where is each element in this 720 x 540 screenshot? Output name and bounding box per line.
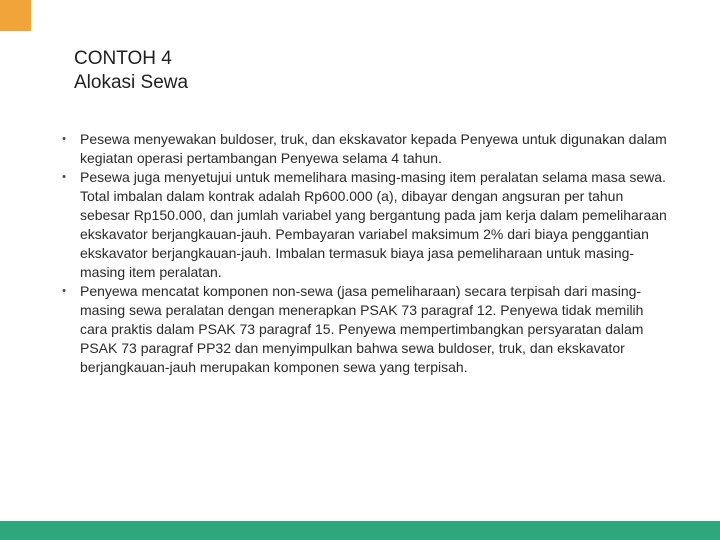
- slide-title: [74, 47, 188, 95]
- bullet-dot-icon: •: [62, 171, 66, 183]
- title-line-example: CONTOH 4: [74, 48, 172, 69]
- title-line-topic: Alokasi Sewa: [74, 72, 189, 93]
- bullet-text: Penyewa mencatat komponen non-sewa (jasa pemeliharaan) secara terpisah dari masing-masing sewa peralatan dengan menerapkan PSAK 73 paragraf 12. Penyewa tidak memilih cara praktis dalam PSAK 73 paragraf 15. Penyewa mempertimbangkan persyaratan dalam PSAK 73 paragraf PP32 dan menyimpulkan bahwa sewa buldoser, truk, dan ekskavator berjangkauan-jauh merupakan komponen sewa yang terpisah.: [80, 283, 644, 375]
- bullet-item-lease-description: [58, 130, 670, 168]
- footer-bar: [0, 521, 720, 540]
- bullet-text: Pesewa juga menyetujui untuk memelihara masing-masing item peralatan selama masa sewa. Total imbalan dalam kontrak adalah Rp600.000 (a), dibayar dengan angsuran per tahun sebesar Rp150.000, dan jumlah variabel yang bergantung pada jam kerja dalam pemeliharaan ekskavator berjangkauan-jauh. Pembayaran variabel maksimum 2% dari biaya penggantian ekskavator berjangkauan-jauh. Imbalan termasuk biaya jasa pemeliharaan untuk masing-masing item peralatan.: [80, 169, 667, 280]
- bullet-item-maintenance-consideration: [58, 168, 670, 282]
- bullet-dot-icon: •: [62, 133, 66, 145]
- corner-accent-square: [0, 0, 31, 31]
- bullet-text: Pesewa menyewakan buldoser, truk, dan ekskavator kepada Penyewa untuk digunakan dalam kegiatan operasi pertambangan Penyewa selama 4 tahun.: [80, 131, 667, 166]
- bullet-item-lessee-accounting: [58, 282, 670, 377]
- bullet-list: [58, 130, 670, 377]
- bullet-dot-icon: •: [62, 285, 66, 297]
